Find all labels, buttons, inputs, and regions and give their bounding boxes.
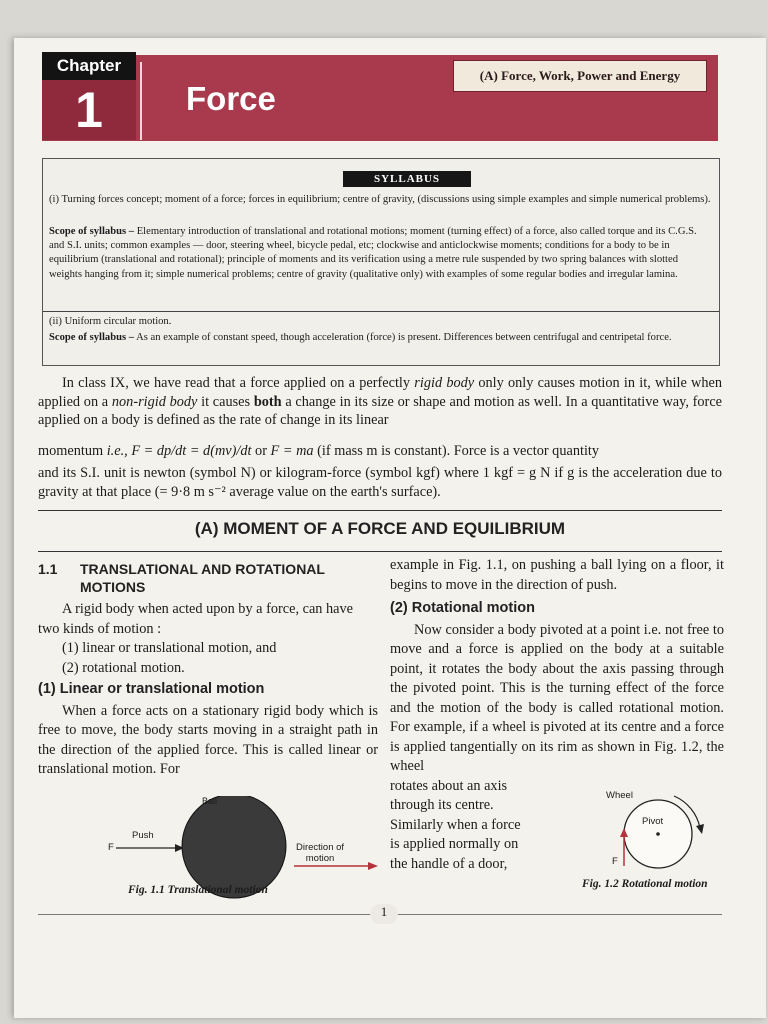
- scope2-text: As an example of constant speed, though acceleration (force) is present. Differences between centrifugal and centripetal force.: [134, 332, 672, 343]
- syllabus-heading: SYLLABUS: [343, 171, 471, 187]
- figure-1-1-caption: Fig. 1.1 Translational motion: [128, 884, 268, 896]
- motion-text: motion: [305, 853, 335, 864]
- right-paragraph-2: Now consider a body pivoted at a point i.e. not free to move and a force is applied on the body at a suitable point, it rotates the body about the axis passing through the pivoted point. This is the turning effect of the force and the motion of the body is called rotational motion. For example, if a wheel is pivoted at its centre and a force is applied tangentially on its rim as shown in Fig. 1.2, the wheel: [390, 621, 724, 774]
- heading-number: 1.1: [38, 561, 58, 577]
- scope1-label: Scope of syllabus –: [49, 226, 135, 237]
- force-label: F: [108, 842, 114, 853]
- syllabus-separator: [43, 311, 719, 312]
- list-item: (1) linear or translational motion, and: [62, 640, 277, 656]
- subheading-linear: (1) Linear or translational motion: [38, 681, 265, 697]
- right-paragraph-3: [390, 777, 562, 875]
- page-number: 1: [370, 904, 398, 924]
- intro-text: In class IX, we have read that a force applied on a perfectly: [62, 375, 415, 391]
- heading-1-1: [38, 560, 378, 596]
- syllabus-box: [42, 158, 720, 366]
- intro-text: (if mass m is constant). Force is a vector quantity: [313, 443, 600, 459]
- direction-text: Direction of: [296, 842, 345, 853]
- pivot-label: Pivot: [642, 816, 664, 827]
- ball-label: Ball: [202, 796, 218, 806]
- syllabus-part1: [49, 193, 713, 207]
- intro-paragraph-3: and its S.I. unit is newton (symbol N) or kilogram-force (symbol kgf) where 1 kgf = g N if g is the acceleration due to gravity at that place (= 9·8 m s⁻² average value on the earth's surface).: [38, 465, 722, 500]
- chapter-title: Force: [186, 80, 276, 117]
- syllabus-part2: [49, 315, 713, 329]
- chapter-label: Chapter: [42, 52, 136, 80]
- banner-divider: [140, 62, 142, 140]
- syllabus-part2-text: (ii) Uniform circular motion.: [49, 316, 172, 327]
- text-line: is applied normally on: [390, 836, 519, 852]
- newton-equation: F = ma: [270, 443, 314, 459]
- subheading-rotational: (2) Rotational motion: [390, 600, 535, 616]
- figure-1-2-caption: Fig. 1.2 Rotational motion: [582, 878, 708, 890]
- scope2-label: Scope of syllabus –: [49, 332, 135, 343]
- section-tag: (A) Force, Work, Power and Energy: [453, 60, 707, 92]
- intro-text: rigid body: [414, 375, 475, 391]
- figure-1-2: [596, 790, 720, 876]
- intro-paragraph-2: [38, 442, 722, 461]
- text-line: Similarly when a force: [390, 816, 521, 833]
- list-item: (2) rotational motion.: [62, 659, 185, 676]
- intro-text: non-rigid body: [111, 393, 198, 410]
- right-paragraph-1: example in Fig. 1.1, on pushing a ball lying on a floor, it begins to move in the direction of push.: [390, 557, 724, 593]
- syllabus-scope1: [49, 225, 713, 282]
- intro-paragraph-1: [38, 374, 722, 430]
- heading-text: TRANSLATIONAL AND ROTATIONAL MOTIONS: [80, 561, 325, 595]
- intro-text: momentum: [38, 443, 107, 459]
- text-line: the handle of a door,: [390, 855, 508, 872]
- section-heading: (A) MOMENT OF A FORCE AND EQUILIBRIUM: [194, 519, 566, 538]
- section-heading-bar: [38, 510, 722, 552]
- wheel-label: Wheel: [606, 790, 633, 801]
- left-paragraph-1: A rigid body when acted upon by a force, can have two kinds of motion :: [38, 601, 353, 637]
- intro-text: a change in its size or shape and motion as well. In a quantitative way, force applied on a body is defined as the rate of change in its linear: [38, 393, 723, 428]
- syllabus-scope2: [49, 331, 713, 345]
- direction-label: [296, 842, 344, 864]
- text-line: through its centre.: [390, 797, 494, 813]
- scope1-text: Elementary introduction of translational and rotational motions; moment (turning effect) of a force, also called torque and its C.G.S. and S.I. units; common examples — door, steering wheel, bicycle pedal, etc; clockwise and anticlockwise moments; conditions for a body to be in equilibrium (translational and rotational); principle of moments and its verification using a metre rule suspended by two spring balances with slotted weights hanging from it; simple numerical problems; centre of gravity (qualitative only) with examples of some regular bodies and irregular lamina.: [49, 226, 697, 280]
- intro-text: or: [251, 443, 271, 459]
- push-label: Push: [132, 830, 154, 841]
- syllabus-part1-text: (i) Turning forces concept; moment of a force; forces in equilibrium; centre of gravity, (discussions using simple examples and simple numerical problems).: [49, 194, 711, 205]
- intro-text: i.e.,: [106, 443, 128, 459]
- intro-text: it causes: [197, 393, 254, 410]
- chapter-number: 1: [42, 80, 136, 140]
- left-paragraph-2: When a force acts on a stationary rigid body which is free to move, the body starts moving in a straight path in the direction of the applied force. This is called linear or translational motion. For: [38, 702, 378, 777]
- momentum-equation: F = dp/dt = d(mv)/dt: [131, 443, 252, 459]
- intro-text: only only causes motion in it, while when applied on a: [38, 375, 722, 410]
- left-column: [38, 560, 378, 780]
- text-line: rotates about an axis: [390, 777, 508, 794]
- force-label: F: [612, 856, 618, 867]
- intro-text: both: [253, 393, 282, 410]
